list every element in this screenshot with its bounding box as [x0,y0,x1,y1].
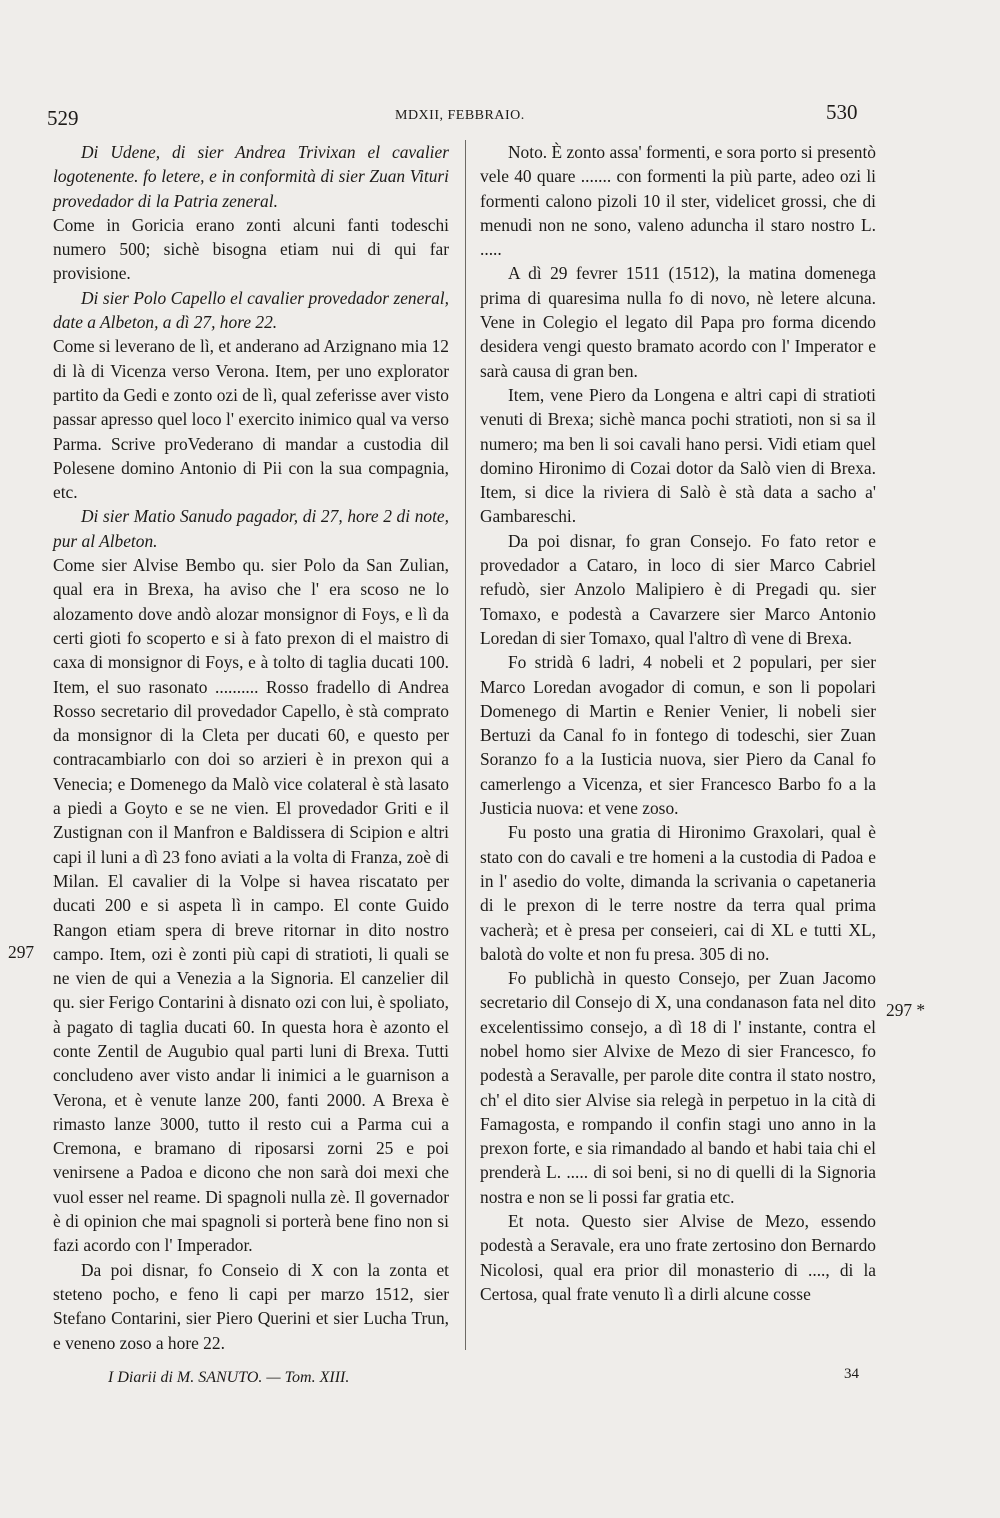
paragraph: Da poi disnar, fo gran Consejo. Fo fato retor e provedador a Cataro, in loco di sier Marco Cabriel refudò, sier Anzolo Malipiero è di Pregadi qu. sier Tomaxo, e podestà a Cavarzere sier Marco Antonio Loredan di sier Tomaxo, qual l'altro dì vene di Brexa. [480,530,876,648]
paragraph: Da poi disnar, fo Conseio di X con la zonta et steteno pocho, e feno li capi per marzo 1512, sier Stefano Contarini, sier Piero Querini et sier Lucha Trun, e veneno zoso a hore 22. [53,1259,449,1353]
paragraph: Noto. È zonto assa' formenti, e sora porto si presentò vele 40 quare ....... con formenti la più parte, adeo ozi li formenti calono pizoli 10 il ster, videlicet grossi, che di menudi non ne sono, valeno aduncha il staro nostro L. ..... [480,142,876,260]
paragraph: Come si leverano de lì, et anderano ad Arzignano mia 12 di là di Vicenza verso Verona. Item, per uno explorator partito da Gedi e zonto ozi de lì, qual zeferisse aver visto passar apresso quel loco l' exercito inimico qual va verso Parma. Scrive proVederano di mandar a custodia dil Polesene domino Antonio di Pii con la sua compagnia, etc. [53,336,449,503]
paragraph: Fo stridà 6 ladri, 4 nobeli et 2 populari, per sier Marco Loredan avogador di comun, e son li popolari Domenego di Martin e Renier Venier, li nobeli sier Bertuzi da Canal fo in fontego di todeschi, sier Zuan Soranzo fo a la Iusticia nuova, sier Piero da Canal fo camerlengo a Vicenza, et sier Francesco Barbo fo a la Justicia nuova: et vene zoso. [480,652,876,819]
margin-note-left: 297 [8,942,35,962]
page-number-right: 530 [826,100,858,124]
right-column [480,140,876,1306]
paragraph: Di sier Matio Sanudo pagador, di 27, hore 2 di note, pur al Albeton. [53,506,449,551]
paragraph: A dì 29 fevrer 1511 (1512), la matina domenega prima di quaresima nulla fo di novo, nè letere alcuna. Vene in Colegio el legato dil Papa pro forma dicendo desidera vengi questo bramato acordo con l' Imperator e sarà causa di gran ben. [480,263,876,381]
footer-title: I Diarii di M. SANUTO. — Tom. XIII. [108,1369,350,1386]
left-column [53,140,449,1355]
paragraph: Di sier Polo Capello el cavalier provedador zeneral, date a Albeton, a dì 27, hore 22. [53,287,449,333]
column-divider [465,140,466,1350]
paragraph: Di Udene, di sier Andrea Trivixan el cavalier logotenente. fo letere, e in conformità di sier Zuan Vituri provedador di la Patria zeneral. [53,142,449,211]
paragraph: Fo publichà in questo Consejo, per Zuan Jacomo secretario dil Consejo di X, una condanason fata nel dito excelentissimo consejo, a dì 18 di l' instante, contra el nobel homo sier Alvixe de Mezo di sier Francesco, fo podestà a Seravalle, per parole dite contra il stato nostro, ch' el dito sier Alvise sia relegà in perpetuo in la cità di Famagosta, e rompando il confin stagi uno anno in la prexon forte, e sia rimandado al bando et habi taia chi el prenderà L. ..... di soi beni, si no di quelli di la Signoria nostra e non se li possi far gratia etc. [480,968,876,1207]
signature-mark: 34 [844,1366,859,1382]
page-header [0,100,1000,134]
paragraph: Fu posto una gratia di Hironimo Graxolari, qual è stato con do cavali e tre homeni a la custodia di Padoa e in l' asedio do volte, dimanda la scrivania o capetaneria di le prexon di le terre nostre da terra qual prima vacherà; et è presa per conseieri, cai di XL e tutti XL, balotà do volte et non fu presa. 305 di no. [480,822,876,964]
paragraph: Item, vene Piero da Longena e altri capi di stratioti venuti di Brexa; sichè manca pochi stratioti, non si sa il numero; ma ben li soi cavali hano persi. Vidi etiam quel domino Hironimo di Cozai dotor da Salò vien di Brexa. Item, si dice la riviera di Salò è stà data a sacho a' Gambareschi. [480,384,876,527]
paragraph: Come in Goricia erano zonti alcuni fanti todeschi numero 500; sichè bisogna etiam nui di qui far provisione. [53,214,449,284]
paragraph: Come sier Alvise Bembo qu. sier Polo da San Zulian, qual era in Brexa, ha aviso che l' era scoso ne lo alozamento dove andò alozar monsignor di Foys, e lì da certi gioti fo scoperto e si à fato prexon di el maistro di caxa di monsignor di Foys, e à tolto di taglia ducati 100. Item, el suo rasonato .......... Rosso fradello di Andrea Rosso secretario dil provedador Capello, è stà comprato da monsignor di la Cleta per ducati 60, e questo per contracambiarlo con doi so arzieri è in prexon qui a Venecia; e Domenego da Malò vice colateral è stà lasato a piedi a Goyto e se ne vien. El provedador Griti e il Zustignan con il Manfron e Baldissera di Scipion e altri capi il luni a dì 23 fono aviati a la volta di Franza, zoè di Milan. El cavalier di la Volpe si havea riscatato per ducati 200 e si aspeta lì in campo. El conte Guido Rangon etiam spera di breve ritornar in dito nostro campo. Item, ozi è zonti più capi di stratioti, li quali se ne vien de qui a Venezia a la Signoria. El canzelier dil qu. sier Ferigo Contarini à disnato ozi con lui, è spoliato, à pagato di taglia ducati 60. In questa hora è azonto el conte Zentil de Augubio qual parti luni di Brexa. Tutti concludeno aver visto andar li inimici a le guarnison a Verona, et è venute lanze 200, fanti 2000. A Brexa è rimasto lanze 3000, tutto il resto cui a Parma cui a Cremona, e bramano di riposarsi zorni 25 e poi venirsene a Padoa e dicono che non sarà doi mexi che vuol esser nel reame. Di spagnoli nulla zè. Il governador è di opinion che mai spagnoli si porterà bene fino non si fazi acordo con l' Imperador. [53,555,449,1256]
paragraph: Et nota. Questo sier Alvise de Mezo, essendo podestà a Seravale, era uno frate zertosino don Bernardo Nicolosi, qual era prior dil monasterio di ...., di la Certosa, qual frate venuto lì a dirli alcune cosse [480,1211,876,1304]
running-title: MDXII, FEBBRAIO. [395,108,525,123]
page-number-left: 529 [47,106,79,130]
margin-note-right: 297 * [886,1000,926,1020]
